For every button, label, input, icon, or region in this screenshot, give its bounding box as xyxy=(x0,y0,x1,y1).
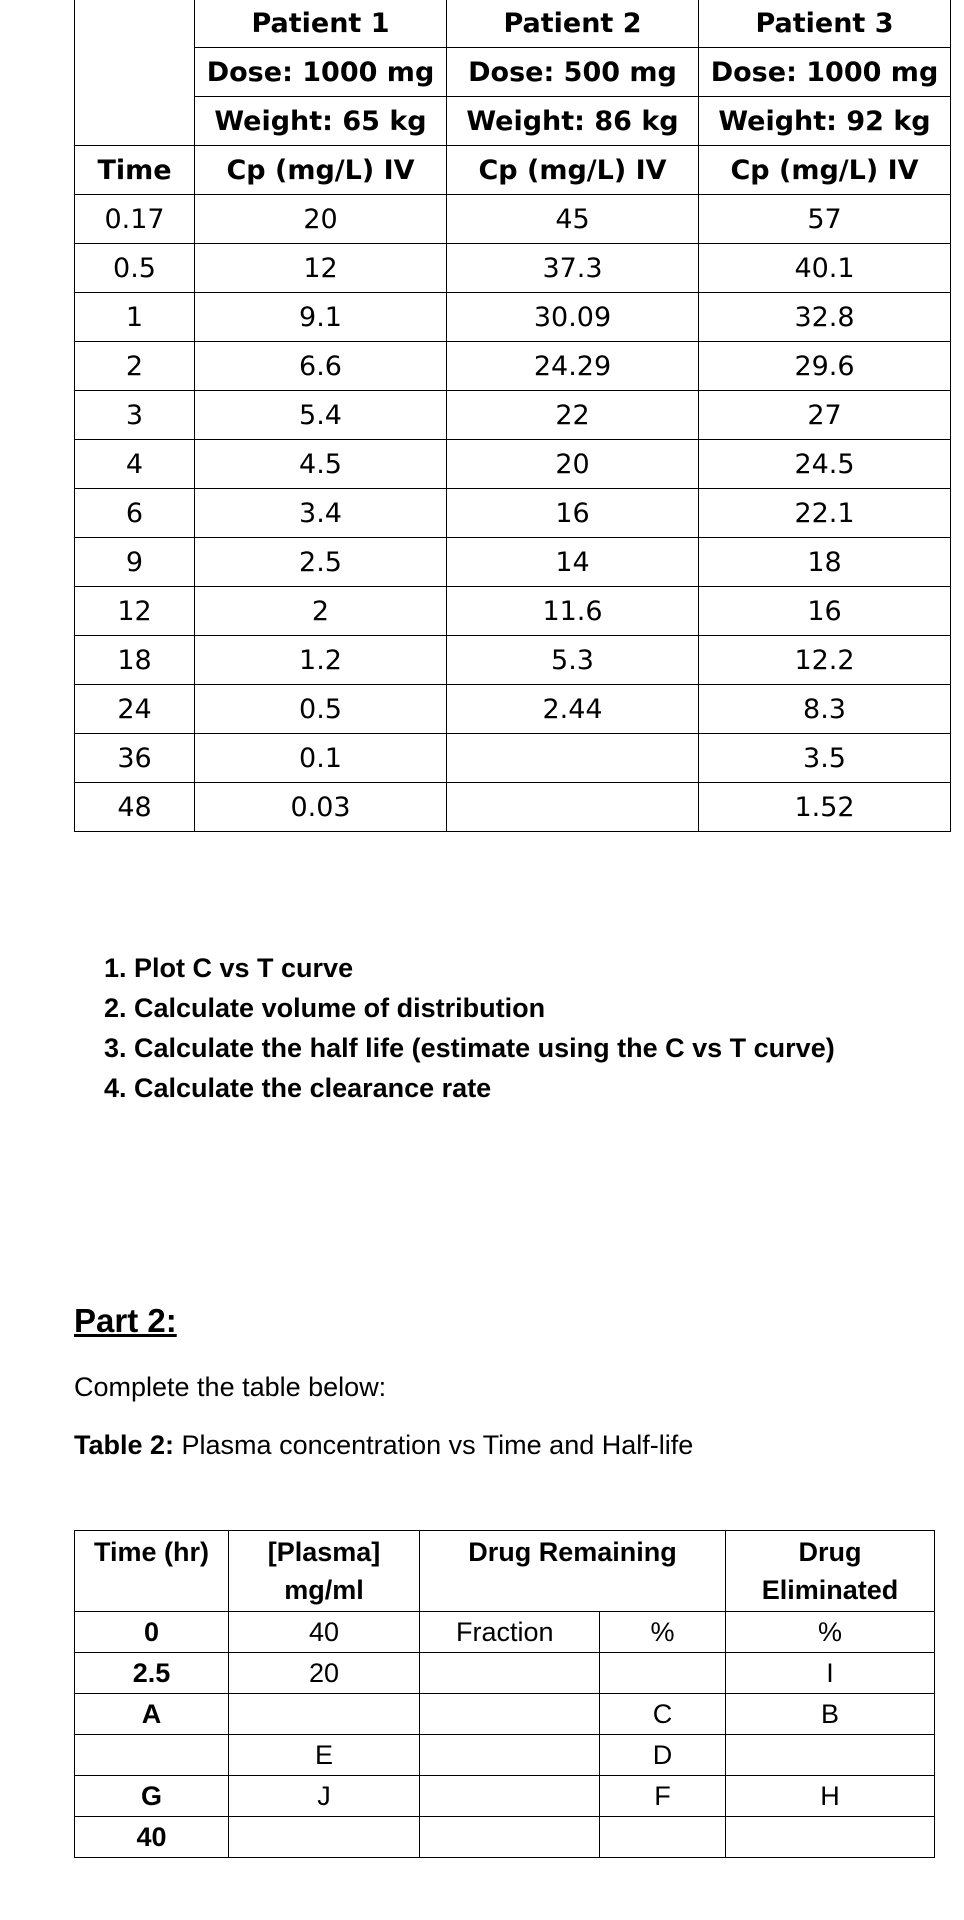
cp-cell: 12.2 xyxy=(699,636,951,685)
cp-cell: 29.6 xyxy=(699,342,951,391)
cp-cell: 8.3 xyxy=(699,685,951,734)
cp-cell: 3.4 xyxy=(195,489,447,538)
percent-remaining-cell xyxy=(600,1817,726,1858)
time-cell: 0.17 xyxy=(75,195,195,244)
table-row xyxy=(75,587,951,636)
table1-corner-cell xyxy=(75,0,195,48)
percent-remaining-cell: D xyxy=(600,1735,726,1776)
plasma-cell: E xyxy=(229,1735,420,1776)
table-row xyxy=(75,195,951,244)
table-row xyxy=(75,1817,935,1858)
table1-corner-cell xyxy=(75,97,195,146)
plasma-cell: J xyxy=(229,1776,420,1817)
patient-3-dose: Dose: 1000 mg xyxy=(699,48,951,97)
plasma-cell: 40 xyxy=(229,1612,420,1653)
cp-cell: 6.6 xyxy=(195,342,447,391)
cp-cell: 24.5 xyxy=(699,440,951,489)
question-item: 3. Calculate the half life (estimate using the C vs T curve) xyxy=(104,1033,835,1063)
time-cell: 3 xyxy=(75,391,195,440)
table-row xyxy=(75,538,951,587)
cp-cell: 0.03 xyxy=(195,783,447,832)
percent-remaining-cell: C xyxy=(600,1694,726,1735)
cp-cell: 40.1 xyxy=(699,244,951,293)
table-row xyxy=(75,244,951,293)
table-row xyxy=(75,636,951,685)
time-hr-header: Time (hr) xyxy=(75,1531,229,1612)
table-row xyxy=(75,1776,935,1817)
time-cell: 2 xyxy=(75,342,195,391)
fraction-cell xyxy=(420,1653,600,1694)
patient-3-weight: Weight: 92 kg xyxy=(699,97,951,146)
time-cell: 24 xyxy=(75,685,195,734)
percent-remaining-cell: F xyxy=(600,1776,726,1817)
time-cell: 12 xyxy=(75,587,195,636)
cp-cell: 32.8 xyxy=(699,293,951,342)
time-cell: 6 xyxy=(75,489,195,538)
fraction-cell xyxy=(420,1735,600,1776)
percent-eliminated-cell: B xyxy=(726,1694,935,1735)
fraction-cell xyxy=(420,1694,600,1735)
question-item: 1. Plot C vs T curve xyxy=(104,953,354,983)
table1-header-row-name xyxy=(75,0,951,48)
table-row xyxy=(75,440,951,489)
cp-cell: 1.52 xyxy=(699,783,951,832)
cp-cell: 0.5 xyxy=(195,685,447,734)
fraction-cell xyxy=(420,1817,600,1858)
table2-caption-label: Table 2: xyxy=(74,1430,175,1460)
cp-cell: 5.3 xyxy=(447,636,699,685)
cp-cell: 1.2 xyxy=(195,636,447,685)
question-list xyxy=(104,948,835,1108)
cp-cell: 20 xyxy=(447,440,699,489)
cp-cell: 57 xyxy=(699,195,951,244)
table-row xyxy=(75,783,951,832)
patient-1-dose: Dose: 1000 mg xyxy=(195,48,447,97)
pk-data-table xyxy=(74,0,951,832)
time-cell: 48 xyxy=(75,783,195,832)
plasma-header-line2: mg/ml xyxy=(284,1575,364,1605)
table-row xyxy=(75,391,951,440)
percent-eliminated-cell: H xyxy=(726,1776,935,1817)
table-row xyxy=(75,293,951,342)
table-row xyxy=(75,1653,935,1694)
patient-1-weight: Weight: 65 kg xyxy=(195,97,447,146)
time-cell: 0.5 xyxy=(75,244,195,293)
cp-cell: 5.4 xyxy=(195,391,447,440)
table1-corner-cell xyxy=(75,48,195,97)
plasma-cell: 20 xyxy=(229,1653,420,1694)
cp-cell xyxy=(447,734,699,783)
cp-cell: 20 xyxy=(195,195,447,244)
table-row xyxy=(75,489,951,538)
part2-heading: Part 2: xyxy=(74,1302,177,1339)
plasma-cell xyxy=(229,1694,420,1735)
table-row xyxy=(75,1612,935,1653)
cp-cell xyxy=(447,783,699,832)
fraction-cell: Fraction xyxy=(420,1612,600,1653)
patient-3-cp-header: Cp (mg/L) IV xyxy=(699,146,951,195)
time-cell: 9 xyxy=(75,538,195,587)
plasma-header-line1: [Plasma] xyxy=(267,1537,381,1567)
patient-2-name: Patient 2 xyxy=(447,0,699,48)
cp-cell: 9.1 xyxy=(195,293,447,342)
table1-header-row-weight xyxy=(75,97,951,146)
table1-header-row-dose xyxy=(75,48,951,97)
percent-remaining-cell xyxy=(600,1653,726,1694)
table-row xyxy=(75,342,951,391)
drug-remaining-header: Drug Remaining xyxy=(420,1531,726,1612)
table-row xyxy=(75,734,951,783)
time-header: Time xyxy=(75,146,195,195)
cp-cell: 2.44 xyxy=(447,685,699,734)
plasma-cell xyxy=(229,1817,420,1858)
patient-1-name: Patient 1 xyxy=(195,0,447,48)
drug-eliminated-header-line2: Eliminated xyxy=(761,1575,899,1605)
table2-caption xyxy=(74,1430,693,1461)
time-cell: 40 xyxy=(75,1817,229,1858)
plasma-header xyxy=(229,1531,420,1612)
cp-cell: 22.1 xyxy=(699,489,951,538)
time-cell: A xyxy=(75,1694,229,1735)
table-row xyxy=(75,685,951,734)
cp-cell: 3.5 xyxy=(699,734,951,783)
percent-eliminated-cell xyxy=(726,1817,935,1858)
patient-3-name: Patient 3 xyxy=(699,0,951,48)
fraction-cell xyxy=(420,1776,600,1817)
time-cell: 4 xyxy=(75,440,195,489)
cp-cell: 4.5 xyxy=(195,440,447,489)
question-item: 2. Calculate volume of distribution xyxy=(104,993,546,1023)
table2-caption-text: Plasma concentration vs Time and Half-life xyxy=(174,1430,694,1460)
time-cell: G xyxy=(75,1776,229,1817)
part2-instruction: Complete the table below: xyxy=(74,1372,387,1402)
half-life-table xyxy=(74,1530,935,1858)
patient-1-cp-header: Cp (mg/L) IV xyxy=(195,146,447,195)
question-item: 4. Calculate the clearance rate xyxy=(104,1073,492,1103)
table2-header-row xyxy=(75,1531,935,1612)
cp-cell: 14 xyxy=(447,538,699,587)
cp-cell: 0.1 xyxy=(195,734,447,783)
table-row xyxy=(75,1735,935,1776)
patient-2-cp-header: Cp (mg/L) IV xyxy=(447,146,699,195)
table1-header-row-units xyxy=(75,146,951,195)
table-row xyxy=(75,1694,935,1735)
percent-eliminated-cell: % xyxy=(726,1612,935,1653)
cp-cell: 24.29 xyxy=(447,342,699,391)
percent-eliminated-cell: I xyxy=(726,1653,935,1694)
cp-cell: 18 xyxy=(699,538,951,587)
cp-cell: 27 xyxy=(699,391,951,440)
time-cell xyxy=(75,1735,229,1776)
cp-cell: 2.5 xyxy=(195,538,447,587)
cp-cell: 37.3 xyxy=(447,244,699,293)
cp-cell: 2 xyxy=(195,587,447,636)
percent-eliminated-cell xyxy=(726,1735,935,1776)
cp-cell: 45 xyxy=(447,195,699,244)
cp-cell: 30.09 xyxy=(447,293,699,342)
percent-remaining-cell: % xyxy=(600,1612,726,1653)
time-cell: 0 xyxy=(75,1612,229,1653)
cp-cell: 16 xyxy=(699,587,951,636)
cp-cell: 22 xyxy=(447,391,699,440)
time-cell: 36 xyxy=(75,734,195,783)
cp-cell: 11.6 xyxy=(447,587,699,636)
drug-eliminated-header xyxy=(726,1531,935,1612)
time-cell: 1 xyxy=(75,293,195,342)
cp-cell: 16 xyxy=(447,489,699,538)
patient-2-dose: Dose: 500 mg xyxy=(447,48,699,97)
time-cell: 18 xyxy=(75,636,195,685)
patient-2-weight: Weight: 86 kg xyxy=(447,97,699,146)
time-cell: 2.5 xyxy=(75,1653,229,1694)
cp-cell: 12 xyxy=(195,244,447,293)
drug-eliminated-header-line1: Drug xyxy=(798,1537,862,1567)
